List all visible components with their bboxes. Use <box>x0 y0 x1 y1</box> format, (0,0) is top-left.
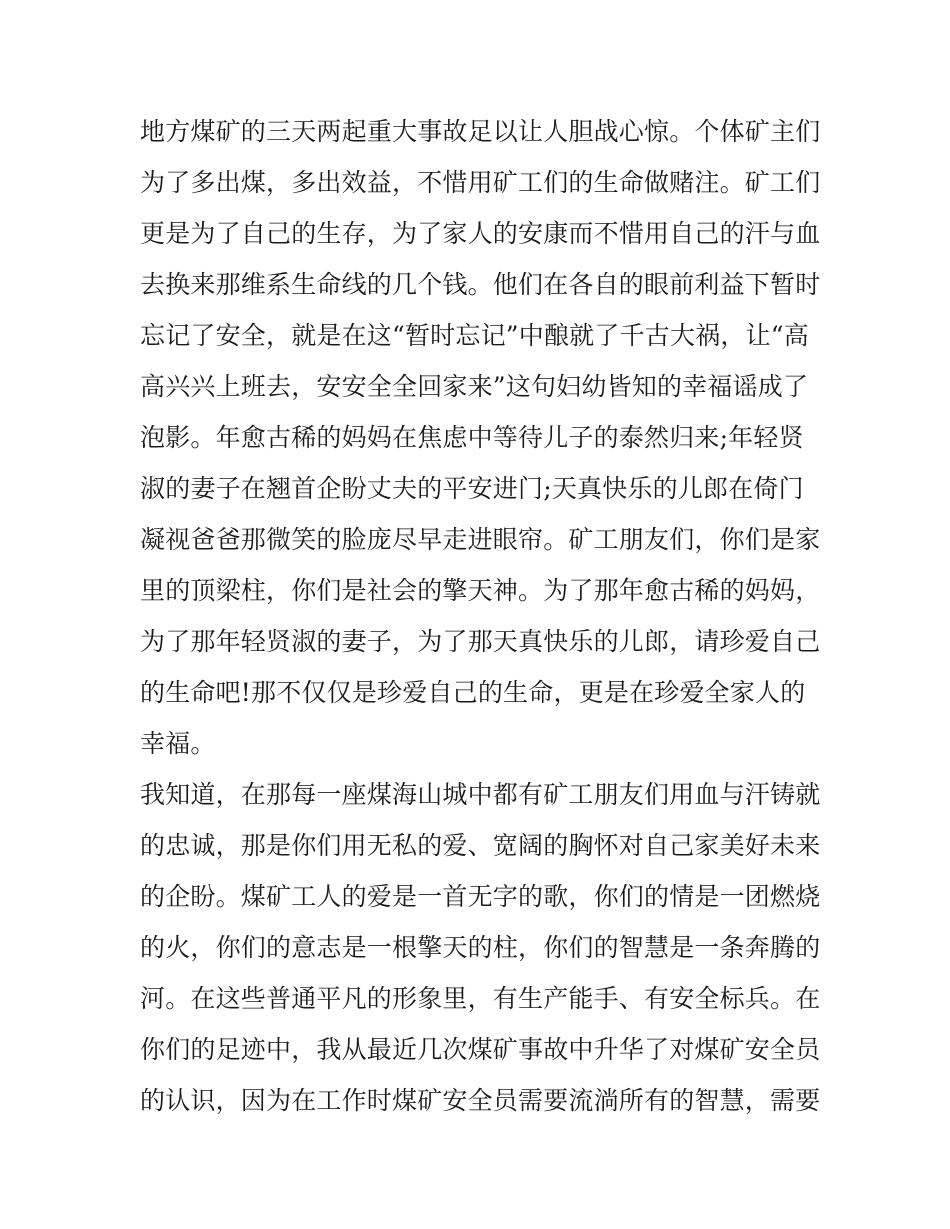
text-line: 你们的足迹中，我从最近几次煤矿事故中升华了对煤矿安全员 <box>140 1035 821 1064</box>
text-line: 幸福。 <box>140 729 216 758</box>
text-line: 为了那年轻贤淑的妻子，为了那天真快乐的儿郎，请珍爱自己 <box>140 627 821 656</box>
paragraph-2 <box>140 769 821 1126</box>
text-line: 的生命吧!那不仅仅是珍爱自己的生命，更是在珍爱全家人的 <box>140 678 806 707</box>
text-line: 凝视爸爸那微笑的脸庞尽早走进眼帘。矿工朋友们，你们是家 <box>140 525 821 554</box>
text-line: 高兴兴上班去，安安全全回家来”这句妇幼皆知的幸福谣成了 <box>140 372 809 401</box>
text-line: 更是为了自己的生存，为了家人的安康而不惜用自己的汗与血 <box>140 219 821 248</box>
text-line: 地方煤矿的三天两起重大事故足以让人胆战心惊。个体矿主们 <box>140 117 821 146</box>
text-line: 的企盼。煤矿工人的爱是一首无字的歌，你们的情是一团燃烧 <box>140 882 821 911</box>
text-line: 去换来那维系生命线的几个钱。他们在各自的眼前利益下暂时 <box>140 270 821 299</box>
document-body <box>140 106 821 1126</box>
text-line: 里的顶梁柱，你们是社会的擎天神。为了那年愈古稀的妈妈， <box>140 576 821 605</box>
text-line: 为了多出煤，多出效益，不惜用矿工们的生命做赌注。矿工们 <box>140 168 821 197</box>
text-line: 忘记了安全，就是在这“暂时忘记”中酿就了千古大祸，让“高 <box>140 321 809 350</box>
text-line: 泡影。年愈古稀的妈妈在焦虑中等待儿子的泰然归来;年轻贤 <box>140 423 804 452</box>
text-line: 的认识，因为在工作时煤矿安全员需要流淌所有的智慧，需要 <box>140 1086 821 1115</box>
text-line: 的忠诚，那是你们用无私的爱、宽阔的胸怀对自己家美好未来 <box>140 831 821 860</box>
text-line: 河。在这些普通平凡的形象里，有生产能手、有安全标兵。在 <box>140 984 821 1013</box>
text-line: 的火，你们的意志是一根擎天的柱，你们的智慧是一条奔腾的 <box>140 933 821 962</box>
paragraph-1 <box>140 106 821 769</box>
text-line: 我知道，在那每一座煤海山城中都有矿工朋友们用血与汗铸就 <box>140 780 821 809</box>
text-line: 淑的妻子在翘首企盼丈夫的平安进门;天真快乐的儿郎在倚门 <box>140 474 804 503</box>
